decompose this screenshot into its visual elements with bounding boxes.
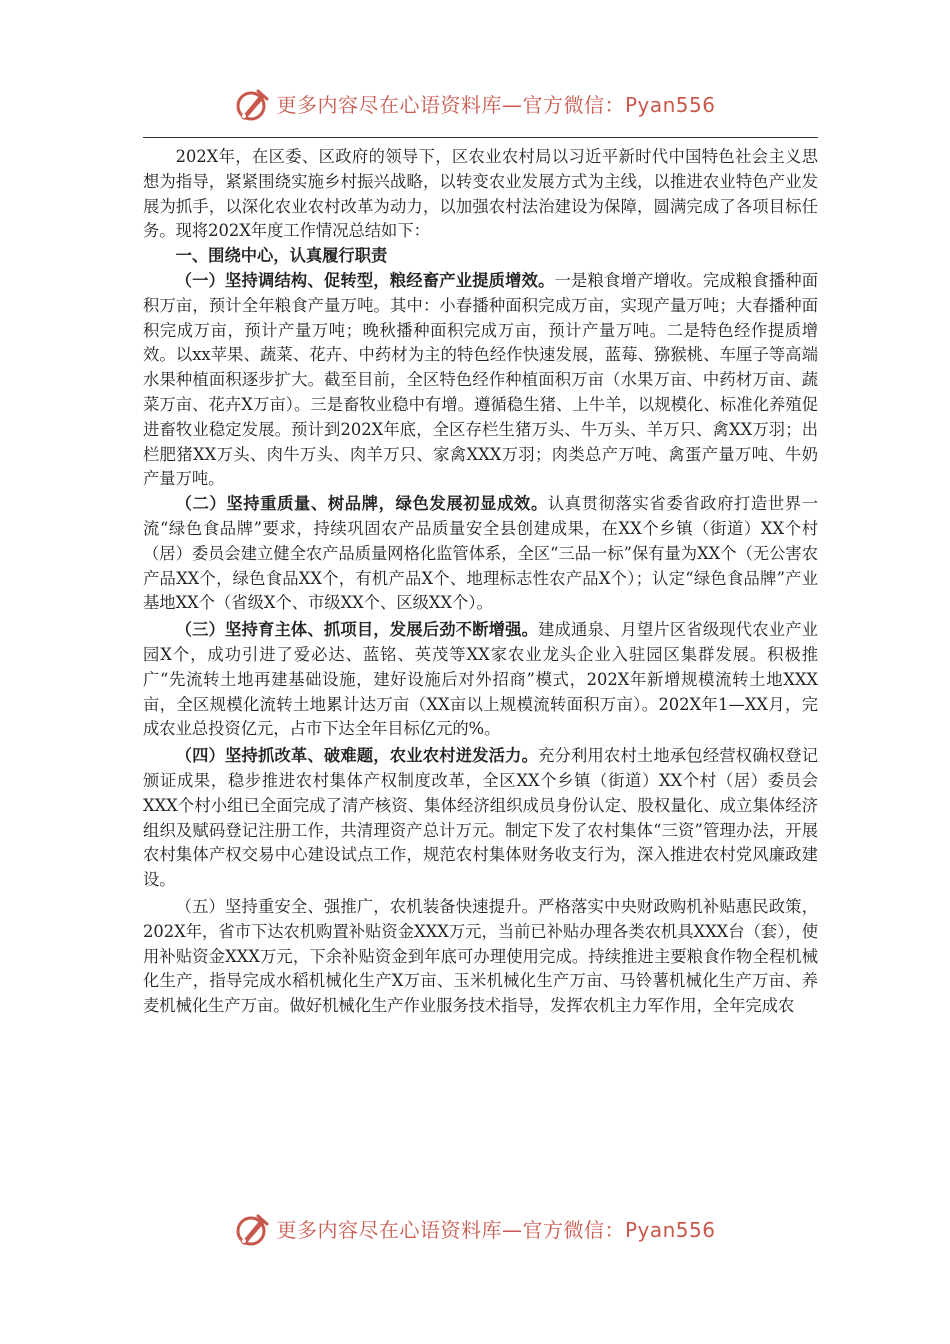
intro-paragraph: 202X年，在区委、区政府的领导下，区农业农村局以习近平新时代中国特色社会主义思想为指导，紧紧围绕实施乡村振兴战略，以转变农业发展方式为主线，以推进农业特色产业发展为抓手，以深化农业农村改革为动力，以加强农村法治建设为保障，圆满完成了各项目标任务。现将202X年度工作情况总结如下：	[143, 147, 818, 241]
paragraph-4-lead: （四）坚持抓改革、破难题，农业农村迸发活力。	[175, 746, 539, 766]
paragraph-1-body: 一是粮食增产增收。完成粮食播种面积万亩，预计全年粮食产量万吨。其中：小春播种面积完成万亩，实现产量万吨；大春播种面积完成万亩，预计产量万吨；晚秋播种面积完成万亩，预计产量万吨。二是特色经作提质增效。以xx苹果、蔬菜、花卉、中药材为主的特色经作快速发展，蓝莓、猕猴桃、车厘子等高端水果种植面积逐步扩大。截至目前，全区特色经作种植面积万亩（水果万亩、中药材万亩、蔬菜万亩、花卉X万亩）。三是畜牧业稳中有增。遵循稳生猪、上牛羊，以规模化、标准化养殖促进畜牧业稳定发展。预计到202X年底，全区存栏生猪万头、牛万头、羊万只、禽XX万羽；出栏肥猪XX万头、肉牛万头、肉羊万只、家禽XXX万羽；肉类总产万吨、禽蛋产量万吨、牛奶产量万吨。	[143, 270, 818, 489]
paragraph-3	[143, 618, 818, 742]
paragraph-2	[143, 492, 818, 616]
section-heading: 一、围绕中心，认真履行职责	[175, 246, 388, 266]
pen-seal-logo-icon	[234, 1212, 270, 1248]
pen-seal-logo-icon	[234, 87, 270, 123]
paragraph-1-lead: （一）坚持调结构、促转型，粮经畜产业提质增效。	[175, 270, 555, 290]
banner-text: 更多内容尽在心语资料库—官方微信：Pyan556	[276, 93, 716, 117]
paragraph-1	[143, 269, 818, 492]
paragraph-2-lead: （二）坚持重质量、树品牌，绿色发展初显成效。	[175, 494, 548, 514]
paragraph-2-body: 认真贯彻落实省委省政府打造世界一流“绿色食品牌”要求，持续巩固农产品质量安全县创建成果，在XX个乡镇（街道）XX个村（居）委员会建立健全农产品质量网格化监管体系，全区“三品一标”保有量为XX个（无公害农产品XX个，绿色食品XX个，有机产品X个、地理标志性农产品X个）；认定“绿色食品牌”产业基地XX个（省级X个、市级XX个、区级XX个）。	[143, 494, 818, 613]
footer-banner	[0, 1207, 950, 1253]
banner-text: 更多内容尽在心语资料库—官方微信：Pyan556	[276, 1218, 716, 1242]
paragraph-5-body: 严格落实中央财政购机补贴惠民政策，202X年，省市下达农机购置补贴资金XXX万元，当前已补贴办理各类农机具XXX台（套），使用补贴资金XXX万元，下余补贴资金到年底可办理使用完成。持续推进主要粮食作物全程机械化生产，指导完成水稻机械化生产X万亩、玉米机械化生产万亩、马铃薯机械化生产万亩、养麦机械化生产万亩。做好机械化生产作业服务技术指导，发挥农机主力军作用，全年完成农	[143, 896, 818, 1016]
paragraph-5	[143, 895, 818, 1019]
paragraph-4-body: 充分利用农村土地承包经营权确权登记颁证成果，稳步推进农村集体产权制度改革，全区XX个乡镇（街道）XX个村（居）委员会XXX个村小组已全面完成了清产核资、集体经济组织成员身份认定、股权量化、成立集体经济组织及赋码登记注册工作，共清理资产总计万元。制定下发了农村集体“三资”管理办法，开展农村集体产权交易中心建设试点工作，规范农村集体财务收支行为，深入推进农村党风廉政建设。	[143, 746, 818, 890]
paragraph-3-lead: （三）坚持育主体、抓项目，发展后劲不断增强。	[175, 620, 539, 640]
document-body	[143, 145, 818, 1019]
header-divider	[143, 137, 818, 138]
paragraph-4	[143, 744, 818, 893]
header-banner	[0, 82, 950, 128]
paragraph-3-body: 建成通泉、月望片区省级现代农业产业园X个，成功引进了爱必达、蓝铭、英茂等XX家农业龙头企业入驻园区集群发展。积极推广“先流转土地再建基础设施，建好设施后对外招商”模式，202X年新增规模流转土地XXX亩，全区规模化流转土地累计达万亩（XX亩以上规模流转面积万亩）。202X年1—XX月，完成农业总投资亿元，占市下达全年目标亿元的%。	[143, 620, 818, 739]
paragraph-5-lead: （五）坚持重安全、强推广，农机装备快速提升。	[175, 896, 539, 916]
